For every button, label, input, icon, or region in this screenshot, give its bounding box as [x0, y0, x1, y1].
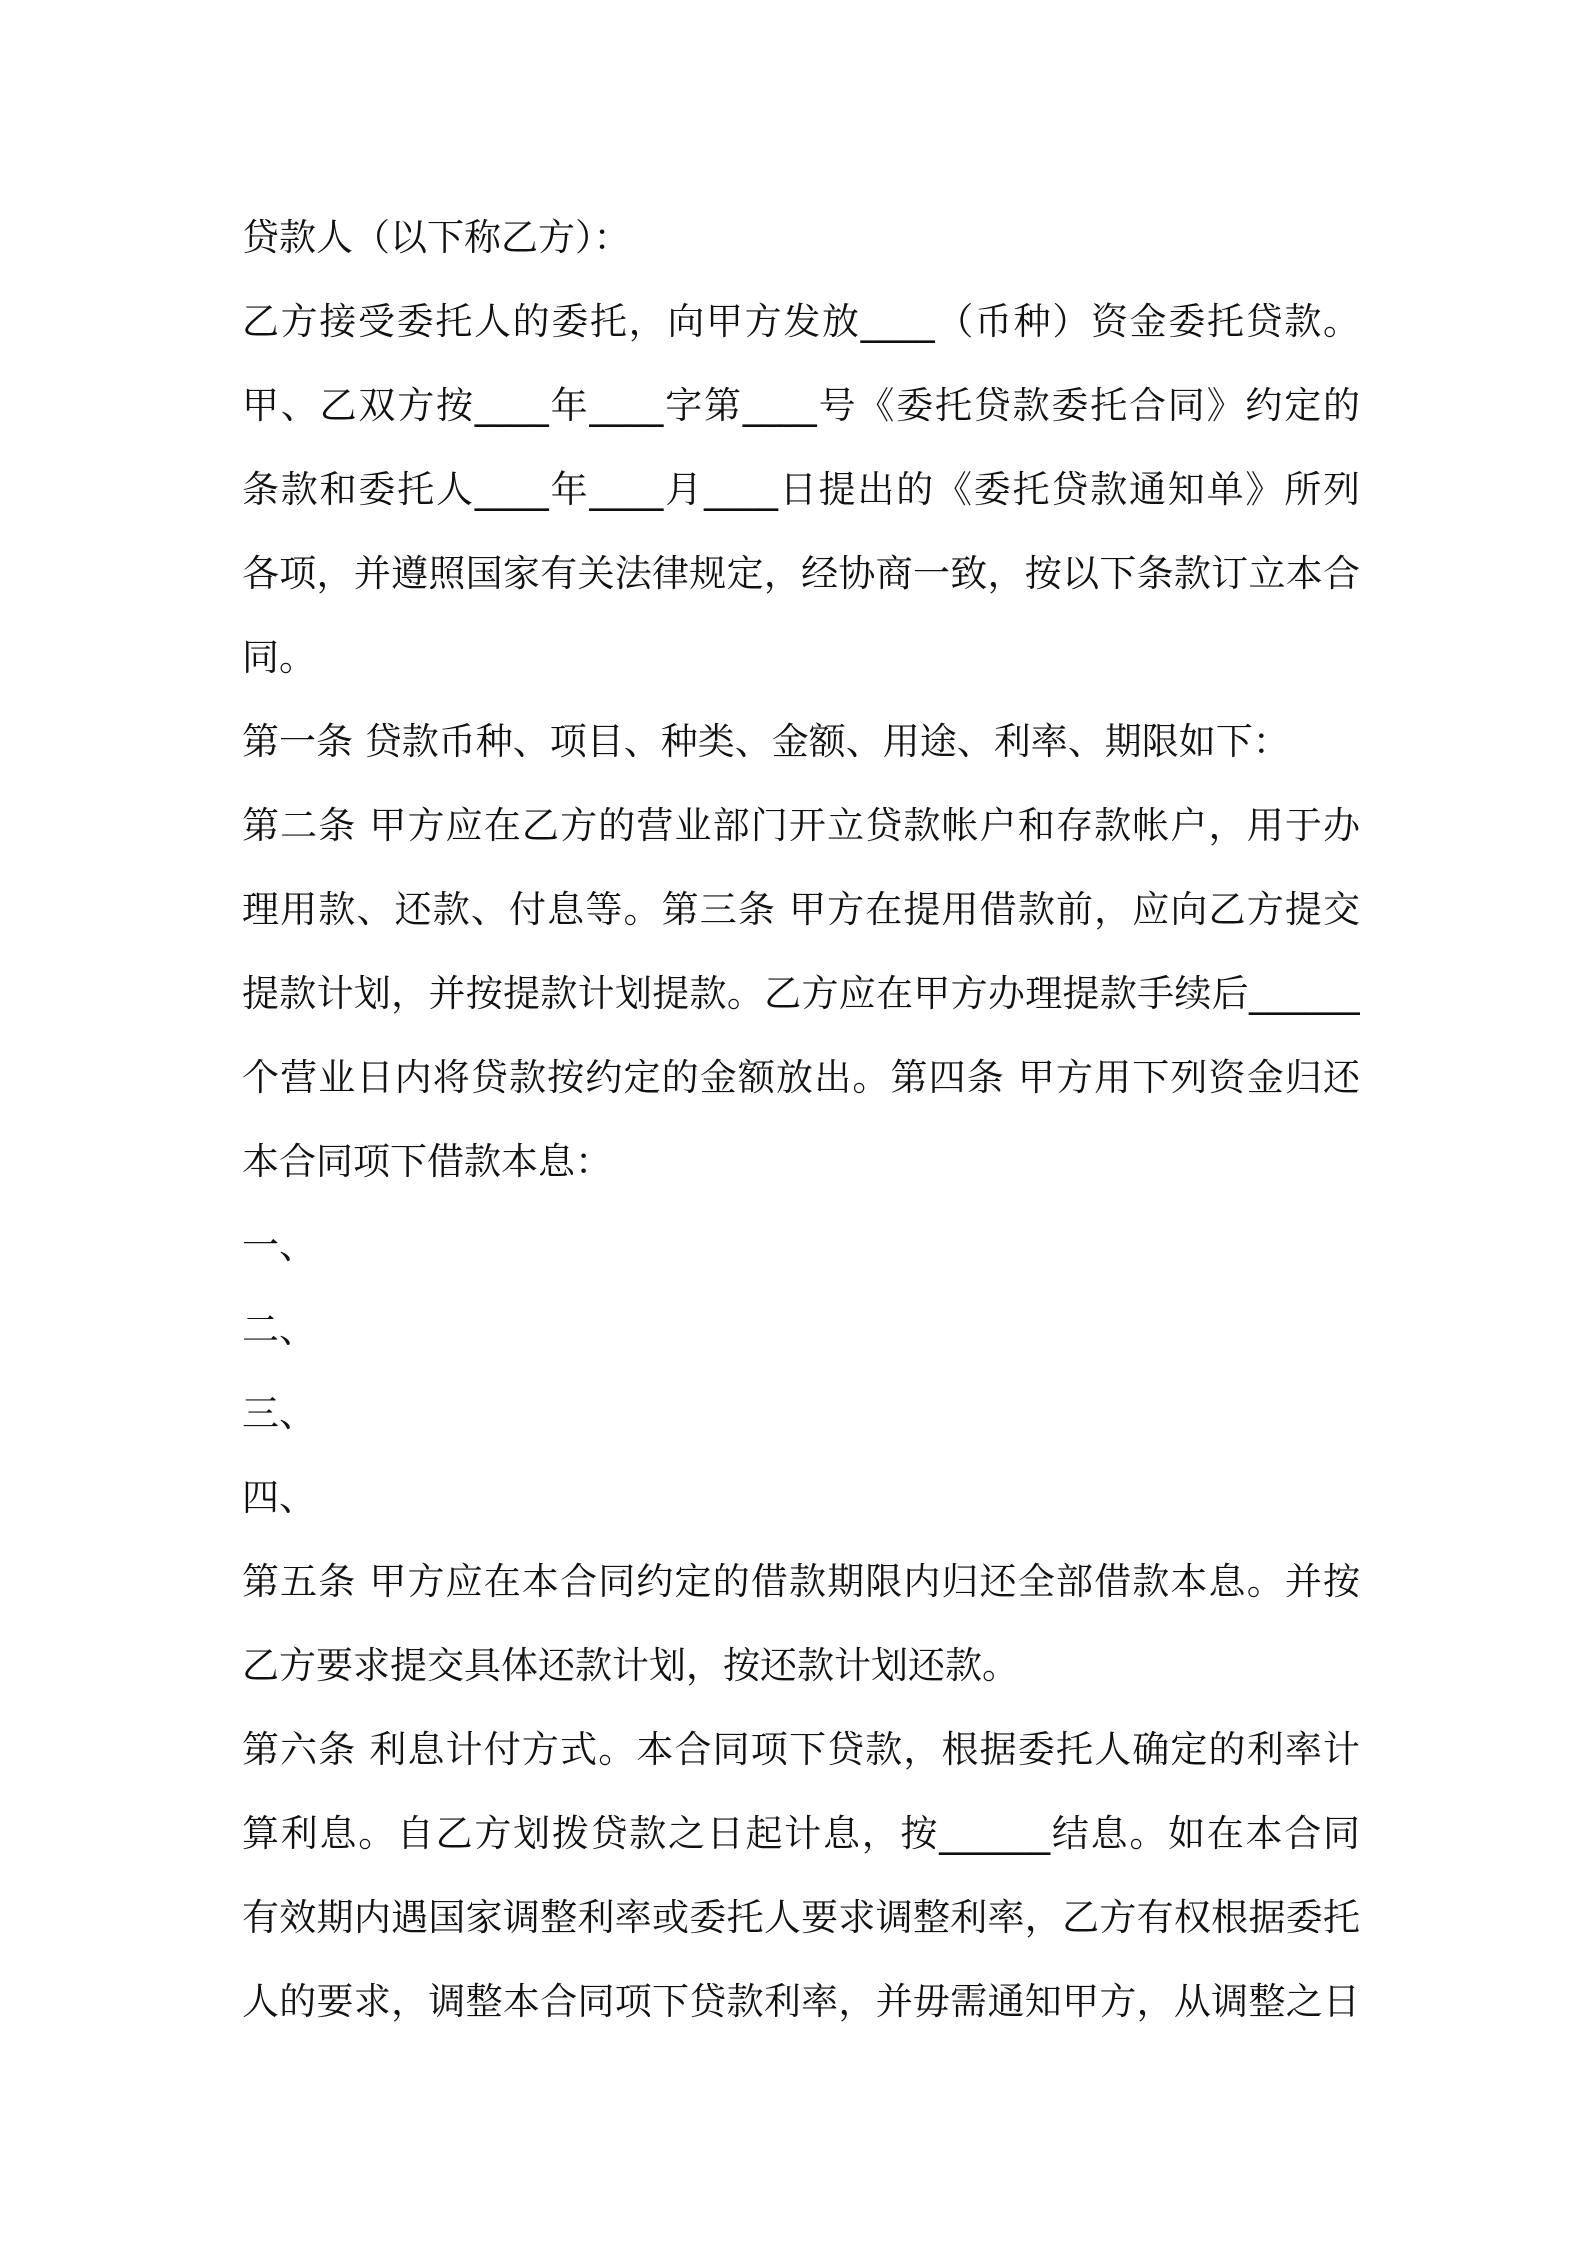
- paragraph-line: 各项，并遵照国家有关法律规定，经协商一致，按以下条款订立本合: [242, 552, 1360, 595]
- paragraph-line: 有效期内遇国家调整利率或委托人要求调整利率，乙方有权根据委托: [242, 1896, 1360, 1939]
- paragraph-line: 提款计划，并按提款计划提款。乙方应在甲方办理提款手续后______: [242, 972, 1360, 1015]
- lender-line: 贷款人（以下称乙方）：: [242, 216, 631, 259]
- list-item: 一、: [242, 1224, 316, 1267]
- paragraph-line: 本合同项下借款本息：: [242, 1140, 612, 1183]
- article-5-line: 第五条 甲方应在本合同约定的借款期限内归还全部借款本息。并按: [242, 1560, 1360, 1603]
- paragraph-line: 乙方接受委托人的委托，向甲方发放____（币种）资金委托贷款。: [242, 300, 1360, 343]
- article-2-line: 第二条 甲方应在乙方的营业部门开立贷款帐户和存款帐户，用于办: [242, 804, 1360, 847]
- paragraph-line: 同。: [242, 636, 316, 679]
- paragraph-line: 乙方要求提交具体还款计划，按还款计划还款。: [242, 1644, 1019, 1687]
- list-item: 二、: [242, 1308, 316, 1351]
- article-1-line: 第一条 贷款币种、项目、种类、金额、用途、利率、期限如下：: [242, 720, 1290, 763]
- paragraph-line: 个营业日内将贷款按约定的金额放出。第四条 甲方用下列资金归还: [242, 1056, 1360, 1099]
- paragraph-line: 理用款、还款、付息等。第三条 甲方在提用借款前，应向乙方提交: [242, 888, 1360, 931]
- list-item: 四、: [242, 1476, 316, 1519]
- paragraph-line: 算利息。自乙方划拨贷款之日起计息，按______结息。如在本合同: [242, 1812, 1360, 1855]
- contract-body: [242, 196, 1360, 2044]
- paragraph-line: 人的要求，调整本合同项下贷款利率，并毋需通知甲方，从调整之日: [242, 1980, 1360, 2023]
- article-6-line: 第六条 利息计付方式。本合同项下贷款，根据委托人确定的利率计: [242, 1728, 1360, 1771]
- list-item: 三、: [242, 1392, 316, 1435]
- paragraph-line: 甲、乙双方按____年____字第____号《委托贷款委托合同》约定的: [242, 384, 1360, 427]
- paragraph-line: 条款和委托人____年____月____日提出的《委托贷款通知单》所列: [242, 468, 1360, 511]
